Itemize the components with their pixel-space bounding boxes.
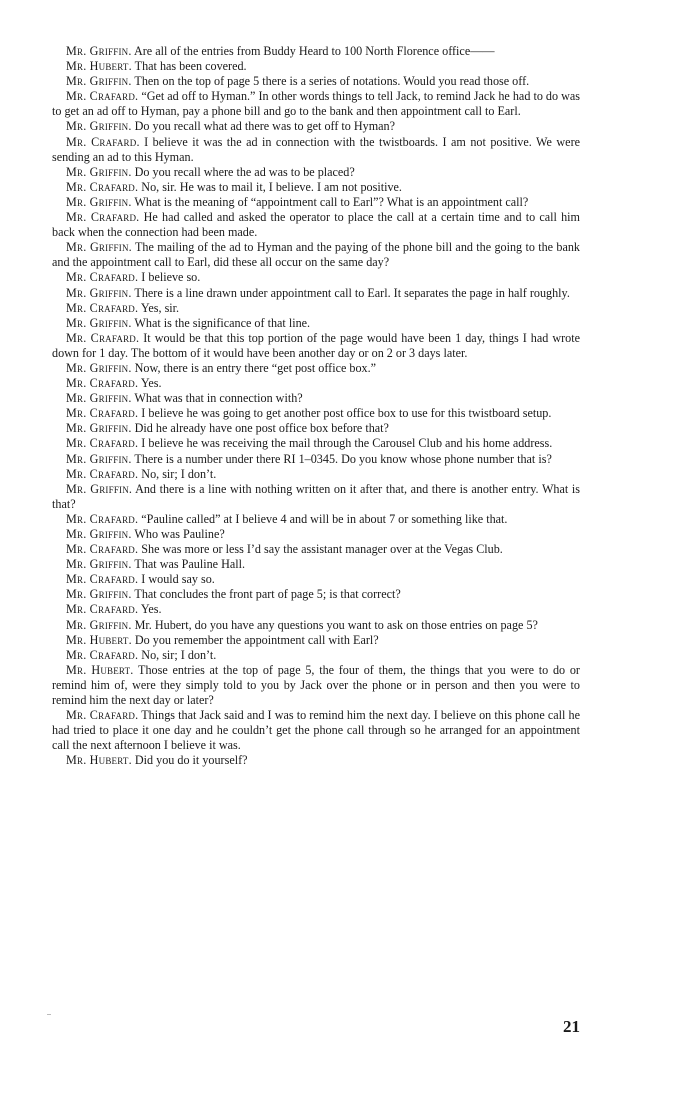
testimony-text: Then on the top of page 5 there is a series of notations. Would you read those off. [134,74,530,89]
testimony-text: I believe so. [141,270,201,285]
testimony-paragraph [52,286,580,301]
testimony-text: Yes. [140,602,162,617]
testimony-text: Do you remember the appointment call with Earl? [134,632,379,647]
testimony-text: Those entries at the top of page 5, the four of them, the things that you were to do or remind him of, were they simply told to you by Jack over the phone or in person and then you were to remind him the next day or later? [52,662,580,708]
testimony-paragraph [52,557,580,572]
testimony-paragraph [52,135,580,165]
testimony-text: Now, there is an entry there “get post office box.” [134,360,377,375]
testimony-paragraph [52,467,580,482]
speaker-name: Mr. Hubert. [66,59,132,74]
speaker-name: Mr. Griffin. [66,557,132,572]
testimony-text: The mailing of the ad to Hyman and the paying of the phone bill and the going to the bank and the appointment call to Earl, did these all occur on the same day? [52,240,580,270]
testimony-paragraph [52,708,580,753]
testimony-paragraph [52,119,580,134]
speaker-name: Mr. Crafard. [66,708,139,723]
speaker-name: Mr. Griffin. [66,285,132,300]
testimony-paragraph [52,572,580,587]
testimony-text: And there is a line with nothing written on it after that, and there is another entry. What is that? [52,481,580,511]
speaker-name: Mr. Hubert. [66,662,134,677]
testimony-text: She was more or less I’d say the assistant manager over at the Vegas Club. [141,542,503,557]
testimony-paragraph [52,633,580,648]
speaker-name: Mr. Crafard. [66,300,139,315]
testimony-paragraph [52,587,580,602]
speaker-name: Mr. Griffin. [66,44,132,58]
testimony-paragraph [52,648,580,663]
testimony-text: There is a number under there RI 1–0345. Do you know whose phone number that is? [134,451,552,466]
testimony-paragraph [52,44,580,59]
testimony-paragraph [52,512,580,527]
testimony-paragraph [52,270,580,285]
speaker-name: Mr. Griffin. [66,481,133,496]
testimony-paragraph [52,376,580,391]
speaker-name: Mr. Griffin. [66,164,132,179]
testimony-paragraph [52,180,580,195]
speaker-name: Mr. Crafard. [66,542,139,557]
speaker-name: Mr. Crafard. [66,330,140,345]
speaker-name: Mr. Crafard. [66,511,139,526]
testimony-text: Mr. Hubert, do you have any questions you want to ask on those entries on page 5? [134,617,538,632]
testimony-paragraph [52,602,580,617]
speaker-name: Mr. Griffin. [66,451,132,466]
speaker-name: Mr. Griffin. [66,315,132,330]
testimony-text: It would be that this top portion of the page would have been 1 day, things I had wrote down for 1 day. The bottom of it would have been another day or on 2 or 3 days later. [52,330,580,360]
testimony-paragraph [52,301,580,316]
speaker-name: Mr. Griffin. [66,527,132,541]
testimony-paragraph [52,391,580,406]
speaker-name: Mr. Crafard. [66,376,139,391]
testimony-text: There is a line drawn under appointment call to Earl. It separates the page in half roughly. [134,285,570,300]
speaker-name: Mr. Griffin. [66,391,132,406]
testimony-text: Things that Jack said and I was to remind him the next day. I believe on this phone call he had tried to place it one day and he couldn’t get the phone call through so he arranged for an appointment call the next afternoon I believe it was. [52,708,580,753]
speaker-name: Mr. Crafard. [66,270,139,285]
testimony-text: Are all of the entries from Buddy Heard to 100 North Florence office—— [133,44,495,58]
testimony-text: That was Pauline Hall. [134,557,246,572]
speaker-name: Mr. Crafard. [66,572,139,587]
speaker-name: Mr. Griffin. [66,240,132,255]
testimony-text: I believe it was the ad in connection with the twistboards. I am not positive. We were sending an ad to this Hyman. [52,134,580,164]
testimony-text: No, sir; I don’t. [141,466,217,481]
testimony-text: Yes, sir. [140,300,180,315]
speaker-name: Mr. Griffin. [66,194,132,209]
testimony-paragraph [52,663,580,708]
speaker-name: Mr. Griffin. [66,74,132,89]
margin-mark [47,1014,51,1015]
speaker-name: Mr. Griffin. [66,360,132,375]
testimony-text: Did you do it yourself? [134,753,248,768]
speaker-name: Mr. Griffin. [66,421,132,436]
testimony-paragraph [52,74,580,89]
testimony-paragraph [52,452,580,467]
speaker-name: Mr. Hubert. [66,753,132,768]
testimony-paragraph [52,421,580,436]
testimony-text: Yes. [140,376,162,391]
speaker-name: Mr. Crafard. [66,179,139,194]
speaker-name: Mr. Crafard. [66,210,140,225]
speaker-name: Mr. Griffin. [66,587,132,602]
testimony-paragraph [52,436,580,451]
testimony-paragraph [52,406,580,421]
speaker-name: Mr. Crafard. [66,647,139,662]
testimony-paragraph [52,59,580,74]
speaker-name: Mr. Griffin. [66,617,132,632]
speaker-name: Mr. Hubert. [66,632,132,647]
speaker-name: Mr. Crafard. [66,89,139,104]
testimony-paragraph [52,361,580,376]
testimony-paragraph [52,89,580,119]
testimony-paragraph [52,542,580,557]
testimony-paragraph [52,331,580,361]
testimony-text: “Get ad off to Hyman.” In other words things to tell Jack, to remind Jack he had to do was to get an ad off to Hyman, pay a phone bill and go to the bank and then appointment call to Earl. [52,89,581,119]
testimony-paragraph [52,753,580,768]
page-number: 21 [563,1017,580,1036]
testimony-paragraph [52,316,580,331]
testimony-paragraph [52,240,580,270]
testimony-text: I believe he was receiving the mail through the Carousel Club and his home address. [141,436,553,451]
testimony-paragraph [52,527,580,542]
testimony-text: Do you recall where the ad was to be placed? [134,164,355,179]
testimony-text: Who was Pauline? [134,527,225,541]
testimony-text: Do you recall what ad there was to get off to Hyman? [134,119,396,134]
testimony-text: I would say so. [141,572,215,587]
speaker-name: Mr. Crafard. [66,406,139,421]
testimony-text: No, sir. He was to mail it, I believe. I am not positive. [141,179,402,194]
testimony-text: That has been covered. [134,59,247,74]
testimony-text: “Pauline called” at I believe 4 and will be in about 7 or something like that. [141,511,508,526]
testimony-paragraph [52,210,580,240]
testimony-text: What was that in connection with? [134,391,303,406]
testimony-text: What is the significance of that line. [134,315,311,330]
speaker-name: Mr. Griffin. [66,119,132,134]
testimony-text: He had called and asked the operator to place the call at a certain time and to call him back when the connection had been made. [52,210,581,240]
testimony-text: What is the meaning of “appointment call to Earl”? What is an appointment call? [134,194,529,209]
testimony-text: That concludes the front part of page 5; is that correct? [134,587,401,602]
testimony-transcript [52,44,580,769]
testimony-paragraph [52,195,580,210]
speaker-name: Mr. Crafard. [66,134,140,149]
testimony-paragraph [52,482,580,512]
speaker-name: Mr. Crafard. [66,602,139,617]
testimony-text: Did he already have one post office box before that? [134,421,389,436]
speaker-name: Mr. Crafard. [66,466,139,481]
testimony-text: No, sir; I don’t. [141,647,217,662]
testimony-paragraph [52,165,580,180]
speaker-name: Mr. Crafard. [66,436,139,451]
testimony-text: I believe he was going to get another post office box to use for this twistboard setup. [141,406,552,421]
testimony-paragraph [52,618,580,633]
